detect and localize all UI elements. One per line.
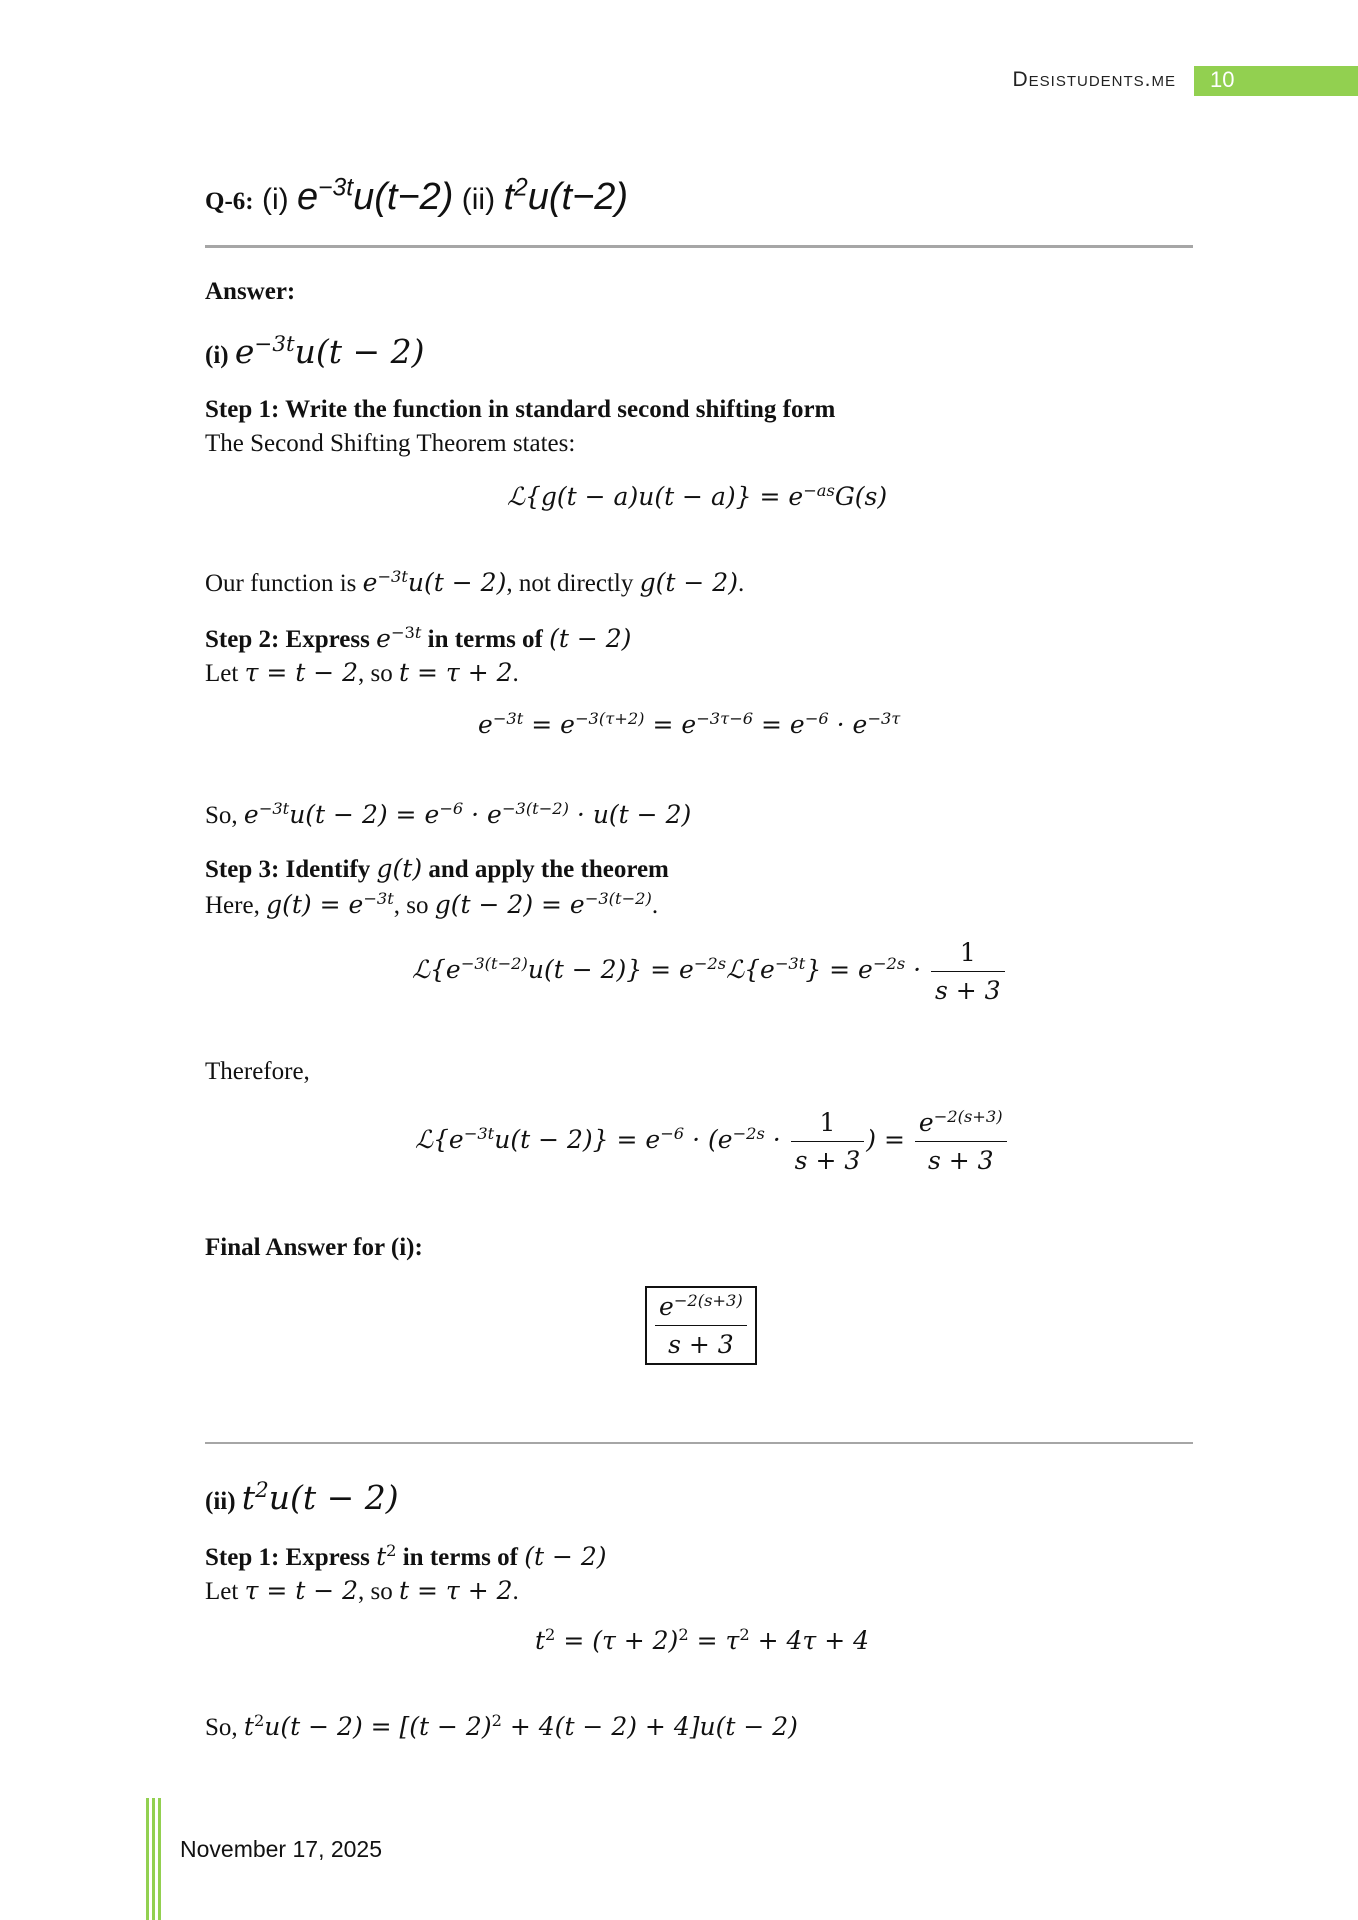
- part-i-step1-text: The Second Shifting Theorem states:: [205, 430, 576, 457]
- final-answer-label: Final Answer for (i):: [205, 1234, 423, 1261]
- answer-label: Answer:: [205, 278, 296, 305]
- therefore-label: Therefore,: [205, 1058, 310, 1085]
- t-squared-expansion-equation: $t^2 = (\tau + 2)^2 = \tau^2 + 4\tau + 4$: [535, 1625, 870, 1655]
- page-number: 10: [1210, 67, 1235, 92]
- question-part-i-expr: $e^{-3t}u(t-2)$: [296, 174, 454, 218]
- part-ii-so-line: So, $t^2u(t - 2) = [(t - 2)^2 + 4(t - 2) + 4]u(t - 2)$: [205, 1711, 798, 1741]
- question-label: Q-6:: [205, 188, 254, 215]
- part-ii-let-line: Let τ = t − 2, so t = τ + 2.: [205, 1576, 519, 1605]
- our-function-line: Our function is $e^{-3t}u(t - 2)$, not directly g(t − 2).: [205, 567, 745, 597]
- site-name: Desistudents.me: [1012, 68, 1176, 91]
- section-divider: [205, 1442, 1193, 1444]
- question-divider: [205, 245, 1193, 248]
- footer-bar-2: [152, 1798, 155, 1920]
- question-part-i-tag: (i): [261, 183, 289, 216]
- part-i-step2-title: Step 2: Express $e^{-3t}$ in terms of (t − 2): [205, 623, 632, 653]
- theorem-equation: ℒ{g(t − $a)u(t - a)\} = e^{-as}G(s)$: [507, 481, 888, 511]
- fraction-one-over-s-plus-3: $\frac{1}{s + 3}$: [931, 938, 1005, 1005]
- exp-substitution-equation: $e^{-3t} = e^{-3(\tau+2)} = e^{-3\tau-6} = e^{-6} \cdot e^{-3\tau}$: [478, 709, 901, 739]
- part-ii-step1-title: Step 1: Express $t^2$ in terms of (t − 2): [205, 1541, 607, 1571]
- laplace-shift-equation: $ℒ\{e^{-3(t-2)}u(t - 2)\}$ = $e^{-2s}ℒ\{e^{-3t}\} = e^{-2s}$ · $\frac{1}{s + 3}$: [412, 938, 1007, 1005]
- laplace-result-equation: $ℒ\{e^{-3t}u(t - 2)\} = e^{-6} \cdot (e^{-2s}$ · $\frac{1}{s + 3}$ ) = $\frac{e^{-2(s+3)}}{s + 3}$: [415, 1108, 1009, 1175]
- footer-bar-3: [158, 1798, 161, 1920]
- question-part-ii-expr: $t^2u(t-2)$: [503, 174, 629, 218]
- part-i-here-line: Here, $g(t) = e^{-3t}$, so $g(t - 2) = e^{-3(t-2)}$.: [205, 889, 659, 919]
- question-line: [205, 176, 628, 219]
- part-i-let-line: Let τ = t − 2, so t = τ + 2.: [205, 658, 519, 687]
- footer-date: November 17, 2025: [180, 1836, 383, 1862]
- part-i-step1-title: Step 1: Write the function in standard second shifting form: [205, 396, 836, 423]
- part-i-so-line: So, $e^{-3t}u(t - 2) = e^{-6} \cdot e^{-3(t-2)} \cdot u(t - 2)$: [205, 799, 692, 829]
- part-i-step3-title: Step 3: Identify g(t) and apply the theorem: [205, 854, 669, 883]
- final-answer-box: $\frac{e^{-2(s+3)}}{s + 3}$: [645, 1286, 757, 1365]
- part-ii-heading: (ii) $t^2u(t - 2)$: [205, 1478, 399, 1517]
- question-part-ii-tag: (ii): [461, 183, 496, 216]
- part-i-heading: (i) $e^{-3t}u(t - 2)$: [205, 332, 425, 371]
- footer-bar-1: [146, 1798, 149, 1920]
